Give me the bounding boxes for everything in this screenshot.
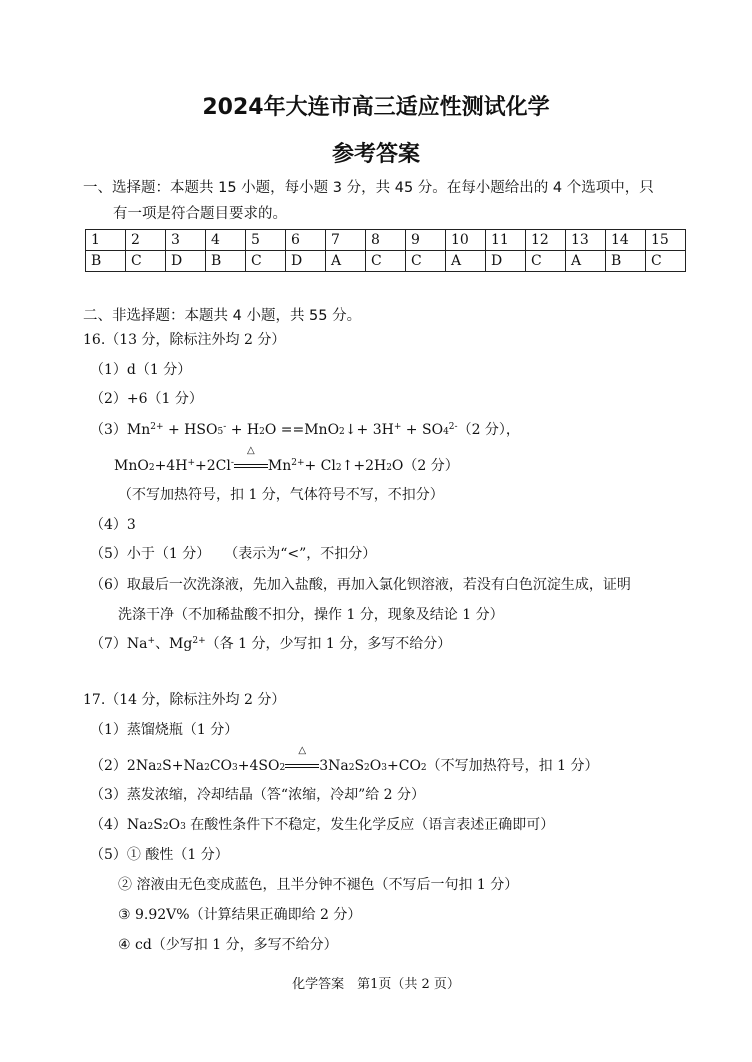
q16-answer-3-equation-2 <box>114 445 459 475</box>
section1-instruction-line2: 有一项是符合题目要求的。 <box>113 206 287 222</box>
subscript: 2 <box>364 763 370 773</box>
formula-text: + HSO <box>163 422 218 438</box>
subscript: 2 <box>162 822 169 832</box>
q16-answer-3-note: （不写加热符号，扣 1 分，气体符号不写，不扣分） <box>118 487 444 503</box>
q16-answer-6-line1: （6）取最后一次洗涤液，先加入盐酸，再加入氯化钡溶液，若没有白色沉淀生成，证明 <box>90 577 631 593</box>
question-number-cell: 11 <box>486 230 526 251</box>
formula-text: MnO <box>114 458 149 474</box>
page-title: 2024年大连市高三适应性测试化学 <box>202 95 550 120</box>
q16-answer-7 <box>90 635 451 653</box>
double-line-icon <box>285 764 319 768</box>
formula-text: （2）2Na <box>90 758 157 774</box>
answer-cell: C <box>526 251 566 272</box>
formula-text: 、Mg <box>155 636 193 652</box>
section2-heading: 二、非选择题：本题共 4 小题，共 55 分。 <box>83 308 362 324</box>
formula-text: O <box>168 817 181 833</box>
q16-answer-1: （1）d（1 分） <box>90 362 192 378</box>
question-number-cell: 13 <box>566 230 606 251</box>
subscript: 2 <box>259 427 265 437</box>
formula-text: +4H <box>154 458 188 474</box>
q17-answer-3: （3）蒸发浓缩，冷却结晶（答“浓缩，冷却”给 2 分） <box>90 787 426 803</box>
page-footer: 化学答案 第1页（共 2 页） <box>292 977 460 992</box>
question-number-cell: 9 <box>406 230 446 251</box>
formula-text: S <box>153 817 163 833</box>
formula-text: （4）Na <box>90 817 148 833</box>
subscript: 2 <box>339 427 345 437</box>
q16-answer-4: （4）3 <box>90 517 136 533</box>
heating-triangle-icon: △ <box>298 745 307 756</box>
subscript: 2 <box>420 763 427 773</box>
formula-text: （7）Na <box>90 636 148 652</box>
answer-cell: B <box>206 251 246 272</box>
formula-text: O <box>369 758 382 774</box>
question-number-cell: 4 <box>206 230 246 251</box>
formula-text: ↑+2H <box>341 458 387 474</box>
formula-text: （3）Mn <box>90 422 151 438</box>
question-number-cell: 7 <box>326 230 366 251</box>
q16-answer-2: （2）+6（1 分） <box>90 391 203 407</box>
superscript: 2+ <box>291 458 305 468</box>
score-note: （不写加热符号，扣 1 分） <box>426 758 599 774</box>
answer-cell: C <box>126 251 166 272</box>
section1-instruction-line1: 一、选择题：本题共 15 小题，每小题 3 分，共 45 分。在每小题给出的 4 个选项中，只 <box>83 180 654 196</box>
answer-cell: A <box>326 251 366 272</box>
formula-text: Mn <box>267 458 292 474</box>
q17-answer-2-equation <box>90 745 599 775</box>
q17-answer-4 <box>90 816 554 834</box>
question-number-cell: 6 <box>286 230 326 251</box>
superscript: 2- <box>448 422 458 432</box>
answer-cell: B <box>86 251 126 272</box>
heating-equals-sign <box>285 745 319 775</box>
subscript: 2 <box>204 763 210 773</box>
answer-cell: D <box>486 251 526 272</box>
formula-text: O ==MnO <box>264 422 340 438</box>
answer-cell: C <box>366 251 406 272</box>
heating-triangle-icon: △ <box>247 445 255 456</box>
subscript: 2 <box>147 822 154 832</box>
formula-text: +2Cl <box>194 458 231 474</box>
subscript: 2 <box>156 763 163 773</box>
question-number-cell: 1 <box>86 230 126 251</box>
answer-cell: C <box>246 251 286 272</box>
score-note: （各 1 分，少写扣 1 分，多写不给分） <box>205 636 452 652</box>
superscript: + <box>393 422 402 432</box>
answer-text: 在酸性条件下不稳定，发生化学反应（语言表述正确即可） <box>185 817 555 833</box>
formula-text: + SO <box>401 422 444 438</box>
formula-text: ↓+ 3H <box>344 422 394 438</box>
superscript: 2+ <box>150 422 164 432</box>
answer-cell: A <box>446 251 486 272</box>
subscript: 2 <box>279 763 286 773</box>
formula-text: CO <box>209 758 233 774</box>
superscript: + <box>147 636 156 646</box>
q17-answer-5-4: ④ cd（少写扣 1 分，多写不给分） <box>118 937 338 953</box>
formula-text: +CO <box>387 758 421 774</box>
choice-answer-table <box>85 229 686 272</box>
q17-answer-1: （1）蒸馏烧瓶（1 分） <box>90 722 239 738</box>
formula-text: + H <box>226 422 260 438</box>
answer-cell: D <box>286 251 326 272</box>
answer-row <box>86 251 686 272</box>
question-number-cell: 12 <box>526 230 566 251</box>
subscript: 3 <box>180 822 186 832</box>
formula-text: +4SO <box>237 758 280 774</box>
page-subtitle: 参考答案 <box>331 142 420 167</box>
question-number-cell: 5 <box>246 230 286 251</box>
superscript: 2+ <box>192 636 206 646</box>
subscript: 5 <box>217 427 224 437</box>
question-number-cell: 8 <box>366 230 406 251</box>
subscript: 3 <box>381 763 387 773</box>
q16-answer-3-equation <box>90 421 520 439</box>
question-number-cell: 14 <box>606 230 646 251</box>
answer-cell: A <box>566 251 606 272</box>
answer-cell: D <box>166 251 206 272</box>
subscript: 2 <box>335 463 342 473</box>
answer-cell: C <box>646 251 686 272</box>
q17-answer-5-2: ② 溶液由无色变成蓝色，且半分钟不褪色（不写后一句扣 1 分） <box>118 877 519 893</box>
double-line-icon <box>234 464 268 468</box>
superscript: - <box>230 458 234 468</box>
formula-text: + Cl <box>304 458 336 474</box>
superscript: - <box>223 422 227 432</box>
question-number-cell: 15 <box>646 230 686 251</box>
subscript: 2 <box>148 463 155 473</box>
question-number-row <box>86 230 686 251</box>
subscript: 2 <box>386 463 392 473</box>
answer-cell: C <box>406 251 446 272</box>
q16-answer-6-line2: 洗涤干净（不加稀盐酸不扣分，操作 1 分，现象及结论 1 分） <box>118 607 504 623</box>
answer-cell: B <box>606 251 646 272</box>
formula-text: 3Na <box>319 758 349 774</box>
q16-heading: 16.（13 分，除标注外均 2 分） <box>83 332 286 348</box>
question-number-cell: 10 <box>446 230 486 251</box>
heating-equals-sign <box>234 445 268 475</box>
formula-text: S+Na <box>162 758 205 774</box>
q17-answer-5-3: ③ 9.92V%（计算结果正确即给 2 分） <box>118 907 362 923</box>
formula-text: O（2 分） <box>391 458 459 474</box>
question-number-cell: 2 <box>126 230 166 251</box>
formula-text: S <box>354 758 365 774</box>
q17-answer-5-1: （5）① 酸性（1 分） <box>90 847 229 863</box>
score-note: （2 分）， <box>457 422 520 438</box>
q17-heading: 17.（14 分，除标注外均 2 分） <box>83 692 286 708</box>
subscript: 4 <box>443 427 449 437</box>
subscript: 2 <box>348 763 355 773</box>
subscript: 3 <box>232 763 238 773</box>
q16-answer-5: （5）小于（1 分） （表示为“<”，不扣分） <box>90 546 377 562</box>
question-number-cell: 3 <box>166 230 206 251</box>
superscript: + <box>187 458 195 468</box>
